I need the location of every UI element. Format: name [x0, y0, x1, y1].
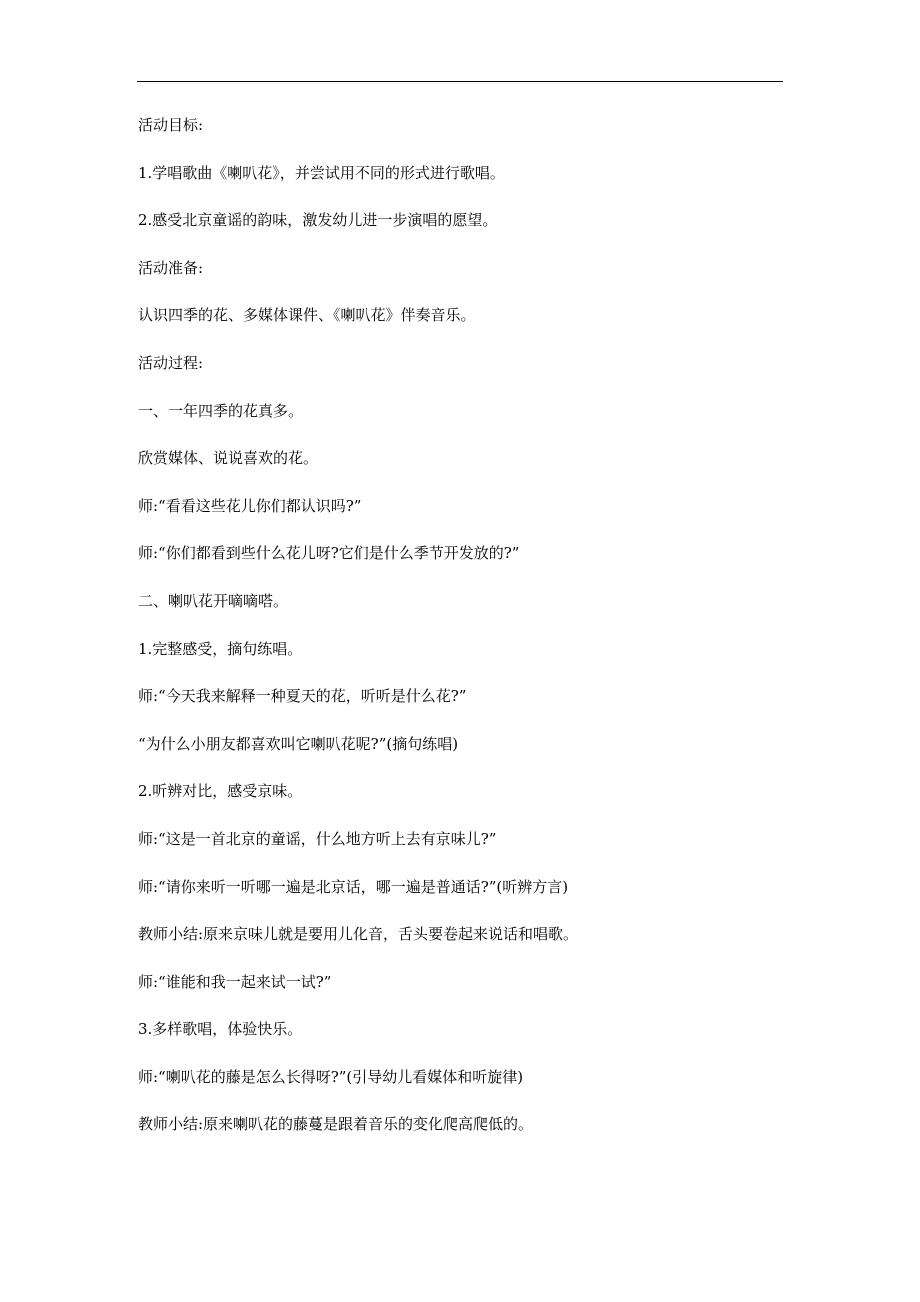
- paragraph: 欣赏媒体、说说喜欢的花。: [138, 449, 319, 468]
- goal-item-2: 2.感受北京童谣的韵味，激发幼儿进一步演唱的愿望。: [138, 211, 498, 230]
- teacher-quote: 师:“今天我来解释一种夏天的花，听听是什么花?”: [138, 687, 467, 706]
- teacher-summary: 教师小结:原来喇叭花的藤蔓是跟着音乐的变化爬高爬低的。: [138, 1115, 534, 1134]
- teacher-quote: 师:“谁能和我一起来试一试?”: [138, 972, 332, 991]
- step-heading-1: 1.完整感受，摘句练唱。: [138, 639, 303, 658]
- teacher-summary: 教师小结:原来京味儿就是要用儿化音，舌头要卷起来说话和唱歌。: [138, 925, 579, 944]
- teacher-quote: 师:“看看这些花儿你们都认识吗?”: [138, 496, 362, 515]
- section-heading-preparation: 活动准备:: [138, 258, 204, 277]
- step-heading-2: 2.听辨对比，感受京味。: [138, 782, 303, 801]
- process-part-1-heading: 一、一年四季的花真多。: [138, 401, 304, 420]
- teacher-quote: 师:“这是一首北京的童谣，什么地方听上去有京味儿?”: [138, 829, 497, 848]
- preparation-text: 认识四季的花、多媒体课件、《喇叭花》伴奏音乐。: [138, 306, 476, 325]
- goal-item-1: 1.学唱歌曲《喇叭花》，并尝试用不同的形式进行歌唱。: [138, 163, 505, 182]
- document-body: [138, 108, 783, 1155]
- section-heading-goals: 活动目标:: [138, 116, 204, 134]
- teacher-quote: 师:“喇叭花的藤是怎么长得呀?”(引导幼儿看媒体和听旋律): [138, 1067, 524, 1086]
- teacher-quote: “为什么小朋友都喜欢叫它喇叭花呢?”(摘句练唱): [138, 734, 459, 753]
- step-heading-3: 3.多样歌唱，体验快乐。: [138, 1020, 303, 1039]
- teacher-quote: 师:“请你来听一听哪一遍是北京话，哪一遍是普通话?”(听辨方言): [138, 877, 569, 896]
- process-part-2-heading: 二、喇叭花开嘀嘀嗒。: [138, 591, 289, 610]
- teacher-quote: 师:“你们都看到些什么花儿呀?它们是什么季节开发放的?”: [138, 544, 520, 563]
- header-rule: [137, 81, 783, 82]
- section-heading-process: 活动过程:: [138, 353, 204, 372]
